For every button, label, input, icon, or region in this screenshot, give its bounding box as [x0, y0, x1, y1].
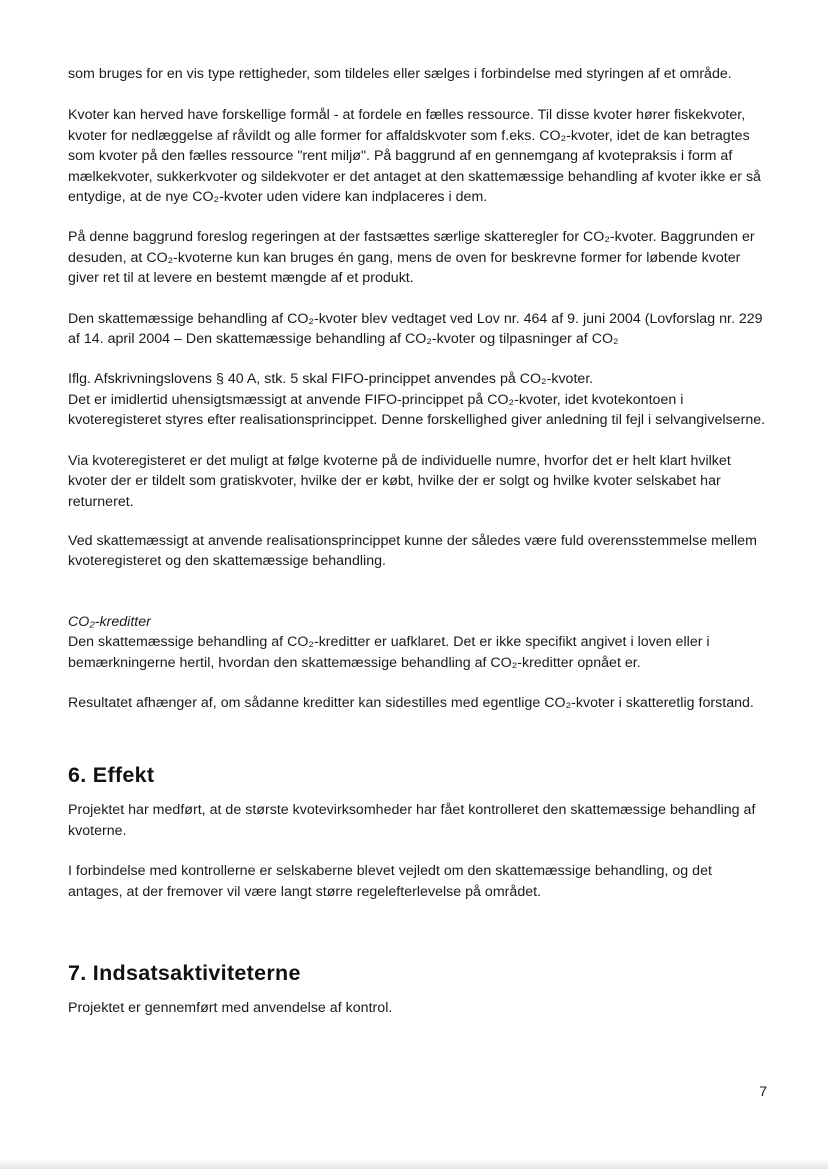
paragraph: Iflg. Afskrivningslovens § 40 A, stk. 5 skal FIFO-princippet anvendes på CO₂-kvoter.: [68, 371, 594, 388]
paragraph: Det er imidlertid uhensigtsmæssigt at anvende FIFO-princippet på CO₂-kvoter, idet kvotekontoen i kvoteregisteret styres efter realisationsprincippet. Denne forskellighed giver anledning til fejl i selvangivelserne.: [68, 391, 766, 429]
page-content: [68, 64, 768, 1018]
page-number: 7: [759, 1083, 767, 1099]
paragraph: Resultatet afhænger af, om sådanne kreditter kan sidestilles med egentlige CO₂-kvoter i skatteretlig forstand.: [68, 694, 754, 711]
page-edge-shadow: [0, 1159, 828, 1169]
paragraph: I forbindelse med kontrollerne er selskaberne blevet vejledt om den skattemæssige behandling, og det antages, at der fremover vil være langt større regelefterlevelse på området.: [68, 863, 712, 900]
paragraph: Den skattemæssige behandling af CO₂-kvoter blev vedtaget ved Lov nr. 464 af 9. juni 2004 (Lovforslag nr. 229 af 14. april 2004 – Den skattemæssige behandling af CO₂-kvoter og tilpasninger af CO₂: [68, 310, 763, 348]
paragraph: Via kvoteregisteret er det muligt at følge kvoterne på de individuelle numre, hvorfor det er helt klart hvilket kvoter der er tildelt som gratiskvoter, hvilke der er købt, hvilke der er solgt og hvilke kvoter selskabet har returneret.: [68, 452, 731, 510]
section-heading-effekt: 6. Effekt: [68, 763, 155, 788]
paragraph: På denne baggrund foreslog regeringen at der fastsættes særlige skatteregler for CO₂-kvoter. Baggrunden er desuden, at CO₂-kvoterne kun kan bruges én gang, mens de oven for beskrevne former for løbende kvoter giver ret til at levere en bestemt mængde af et produkt.: [68, 229, 755, 287]
paragraph: Ved skattemæssigt at anvende realisationsprincippet kunne der således være fuld overensstemmelse mellem kvoteregisteret og den skattemæssige behandling.: [68, 532, 757, 570]
paragraph: Den skattemæssige behandling af CO₂-kreditter er uafklaret. Det er ikke specifikt angivet i loven eller i bemærkningerne hertil, hvordan den skattemæssige behandling af CO₂-kreditter opnået er.: [68, 634, 710, 671]
paragraph: som bruges for en vis type rettigheder, som tildeles eller sælges i forbindelse med styringen af et område.: [68, 66, 732, 82]
paragraph: Projektet er gennemført med anvendelse af kontrol.: [68, 999, 393, 1016]
subheading: CO₂-kreditter: [68, 613, 151, 630]
section-heading-indsatsaktiviteterne: 7. Indsatsaktiviteterne: [68, 960, 301, 985]
paragraph: Projektet har medført, at de største kvotevirksomheder har fået kontrolleret den skattemæssige behandling af kvoterne.: [68, 802, 756, 839]
paragraph: Kvoter kan herved have forskellige formål - at fordele en fælles ressource. Til disse kvoter hører fiskekvoter, kvoter for nedlæggelse af råvildt og alle former for affaldskvoter som f.eks. CO₂-kvoter, idet de kan betragtes som kvoter på den fælles ressource "rent miljø". På baggrund af en gennemgang af kvotepraksis i form af mælkekvoter, sukkerkvoter og sildekvoter er det antaget at den skattemæssige behandling af kvoter ikke er så entydige, at de nye CO₂-kvoter uden videre kan indplaceres i dem.: [68, 107, 761, 206]
